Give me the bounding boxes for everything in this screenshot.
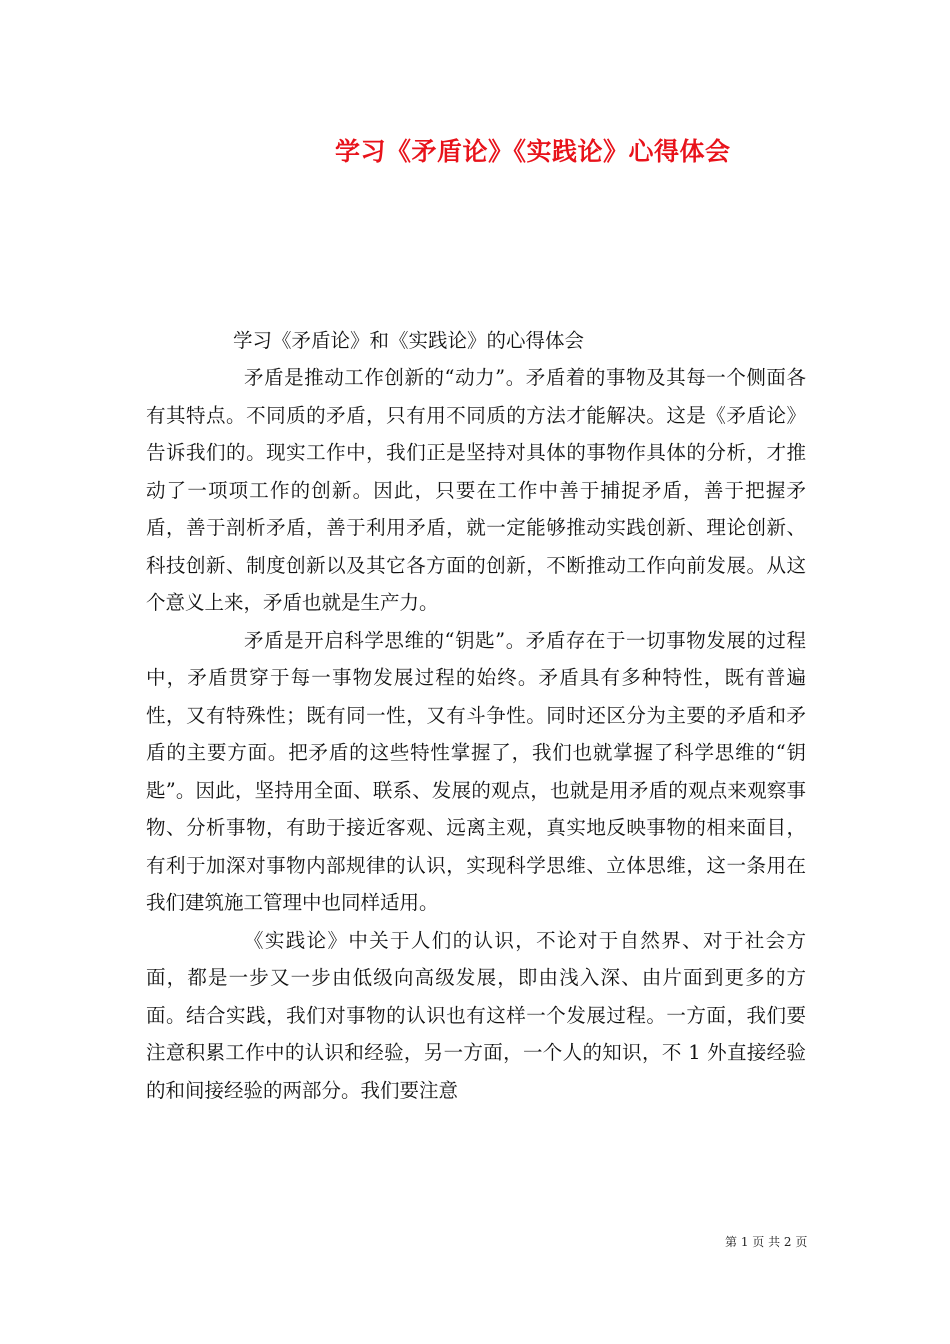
paragraph-1: 矛盾是推动工作创新的“动力”。矛盾着的事物及其每一个侧面各有其特点。不同质的矛盾，只有用不同质的方法才能解决。这是《矛盾论》告诉我们的。现实工作中，我们正是坚持对具体的事物作具体的分析，才推动了一项项工作的创新。因此，只要在工作中善于捕捉矛盾，善于把握矛盾，善于剖析矛盾，善于利用矛盾，就一定能够推动实践创新、理论创新、科技创新、制度创新以及其它各方面的创新，不断推动工作向前发展。从这个意义上来，矛盾也就是生产力。 [146,366,806,614]
paragraph-3: 《实践论》中关于人们的认识，不论对于自然界、对于社会方面，都是一步又一步由低级向高级发展，即由浅入深、由片面到更多的方面。结合实践，我们对事物的认识也有这样一个发展过程。一方面，我们要注意积累工作中的认识和经验，另一方面，一个人的知识，不 1 外直接经验的和间接经验的两部分。我们要注意 [146,928,806,1102]
document-title: 学习《矛盾论》《实践论》心得体会 [335,137,731,166]
page-number-footer: 第 1 页 共 2 页 [725,1235,808,1249]
paragraph-2: 矛盾是开启科学思维的“钥匙”。矛盾存在于一切事物发展的过程中，矛盾贯穿于每一事物发展过程的始终。矛盾具有多种特性，既有普遍性，又有特殊性；既有同一性，又有斗争性。同时还区分为主要的矛盾和矛盾的主要方面。把矛盾的这些特性掌握了，我们也就掌握了科学思维的“钥匙”。因此，坚持用全面、联系、发展的观点，也就是用矛盾的观点来观察事物、分析事物，有助于接近客观、远离主观，真实地反映事物的相来面目，有利于加深对事物内部规律的认识，实现科学思维、立体思维，这一条用在我们建筑施工管理中也同样适用。 [146,628,806,914]
document-body [146,359,806,1109]
document-subtitle: 学习《矛盾论》和《实践论》的心得体会 [233,329,585,352]
